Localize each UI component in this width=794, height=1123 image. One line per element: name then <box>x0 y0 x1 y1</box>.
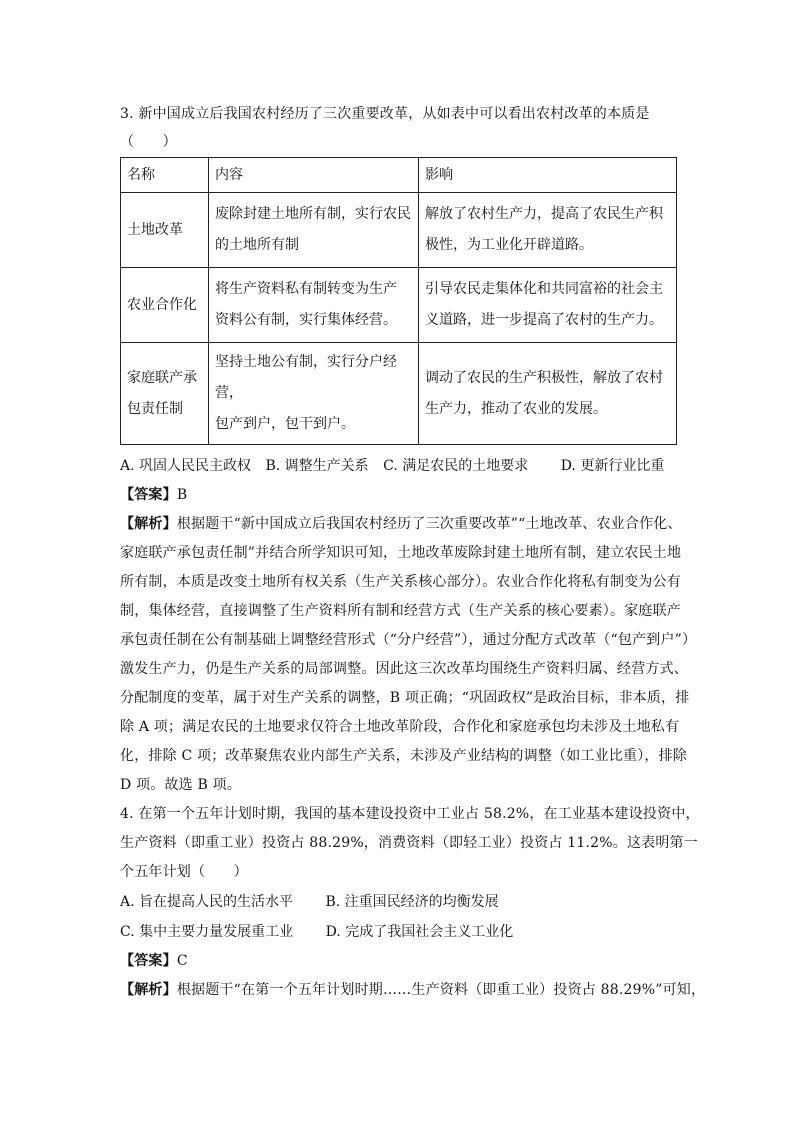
cell-text: 生产力，推动了农业的发展。 <box>425 400 607 417</box>
table-row <box>121 343 677 445</box>
cell-text: 极性，为工业化开辟道路。 <box>425 237 593 253</box>
cell-text: 农业合作化 <box>127 296 197 313</box>
q3-answer <box>120 481 680 510</box>
table-cell-impact <box>419 343 677 445</box>
q3-option-c: C. 满足农民的土地要求 <box>383 458 529 474</box>
answer-label: 【答案】 <box>120 487 177 503</box>
table-cell-impact <box>419 193 677 268</box>
analysis-text: 根据题干“在第一个五年计划时期……生产资料（即重工业）投资占 88.29%”可知， <box>176 982 706 998</box>
q4-options-row-2 <box>120 917 680 947</box>
q4-options-row-1 <box>120 887 680 917</box>
q3-stem-line-1: 3. 新中国成立后我国农村经历了三次重要改革，从如表中可以看出农村改革的本质是 <box>120 106 650 122</box>
cell-text: 土地改革 <box>127 221 183 238</box>
table-cell-name <box>121 343 209 445</box>
analysis-label: 【解析】 <box>120 982 177 998</box>
table-cell-name <box>121 268 209 343</box>
q3-options <box>120 451 680 481</box>
analysis-line: 化，排除 C 项；改革聚焦农业内部生产关系，未涉及产业结构的调整（如工业比重），排除 <box>120 748 688 764</box>
q3-option-a: A. 巩固人民民主政权 <box>120 458 252 474</box>
q4-stem-line-1: 4. 在第一个五年计划时期，我国的基本建设投资中工业占 58.2%，在工业基本建设投资中， <box>120 806 700 822</box>
analysis-line: 制，集体经营，直接调整了生产资料所有制和经营方式（生产关系的核心要素）。家庭联产 <box>120 603 681 619</box>
q3-option-d: D. 更新行业比重 <box>560 458 665 474</box>
table-header-impact: 影响 <box>419 158 677 193</box>
cell-text: 调动了农民的生产积极性，解放了农村 <box>425 369 663 386</box>
analysis-line <box>120 510 680 539</box>
q3-stem-line-2: （ ） <box>120 134 177 150</box>
analysis-line: 分配制度的变革，属于对生产关系的调整，B 项正确；“巩固政权”是政治目标，非本质，排 <box>120 690 690 706</box>
q4-option-a: A. 旨在提高人民的生活水平 <box>120 894 294 910</box>
table-header-row <box>121 158 677 193</box>
analysis-line: 承包责任制在公有制基础上调整经营形式（“分户经营”），通过分配方式改革（“包产到户”） <box>120 632 697 648</box>
q4-option-d: D. 完成了我国社会主义工业化 <box>325 924 514 940</box>
answer-label: 【答案】 <box>120 953 177 969</box>
cell-text: 家庭联产承 <box>127 369 197 386</box>
q4-option-c: C. 集中主要力量发展重工业 <box>120 924 294 940</box>
q4-stem-line-2: 生产资料（即重工业）投资占 88.29%，消费资料（即轻工业）投资占 11.2%。这表明第一 <box>120 835 698 851</box>
table-cell-name <box>121 193 209 268</box>
analysis-line: D 项。故选 B 项。 <box>120 777 242 793</box>
cell-text: 包责任制 <box>127 400 183 417</box>
answer-value: C <box>176 953 188 969</box>
cell-text: 的土地所有制 <box>215 237 299 253</box>
table-cell-impact <box>419 268 677 343</box>
analysis-line: 除 A 项；满足农民的土地要求仅符合土地改革阶段，合作化和家庭承包均未涉及土地私有 <box>120 719 680 735</box>
cell-text: 废除封建土地所有制，实行农民 <box>215 206 411 222</box>
table-row <box>121 193 677 268</box>
q4-answer <box>120 947 680 976</box>
cell-text: 将生产资料私有制转变为生产 <box>215 281 397 297</box>
table-row <box>121 268 677 343</box>
cell-text: 坚持土地公有制，实行分户经营， <box>215 354 397 401</box>
analysis-line: 所有制，本质是改变土地所有权关系（生产关系核心部分）。农业合作化将私有制变为公有 <box>120 574 681 590</box>
q3-option-b: B. 调整生产关系 <box>265 458 369 474</box>
analysis-text: 根据题干“新中国成立后我国农村经历了三次重要改革”“土地改革、农业合作化、 <box>176 516 682 532</box>
q4-option-b: B. 注重国民经济的均衡发展 <box>325 894 499 910</box>
table-cell-content <box>209 193 419 268</box>
table-cell-content <box>209 343 419 445</box>
cell-text: 包产到户，包干到户。 <box>215 416 355 432</box>
document-page <box>120 96 706 1005</box>
cell-text: 解放了农村生产力，提高了农民生产积 <box>425 206 663 222</box>
table-header-content: 内容 <box>209 158 419 193</box>
table-header-name: 名称 <box>121 158 209 193</box>
table-cell-content <box>209 268 419 343</box>
q3-analysis <box>120 510 697 800</box>
q3-reform-table <box>120 157 677 445</box>
cell-text: 引导农民走集体化和共同富裕的社会主 <box>425 281 663 297</box>
analysis-line: 家庭联产承包责任制”并结合所学知识可知，土地改革废除封建土地所有制，建立农民土地 <box>120 545 682 561</box>
analysis-label: 【解析】 <box>120 516 177 532</box>
cell-text: 资料公有制，实行集体经营。 <box>215 312 397 328</box>
q4-stem-line-3: 个五年计划（ ） <box>120 864 248 880</box>
cell-text: 义道路，进一步提高了农村的生产力。 <box>425 312 663 328</box>
answer-value: B <box>176 487 188 503</box>
analysis-line: 激发生产力，仍是生产关系的局部调整。因此这三次改革均围绕生产资料归属、经营方式、 <box>120 661 688 677</box>
q4-analysis-line <box>120 976 706 1005</box>
